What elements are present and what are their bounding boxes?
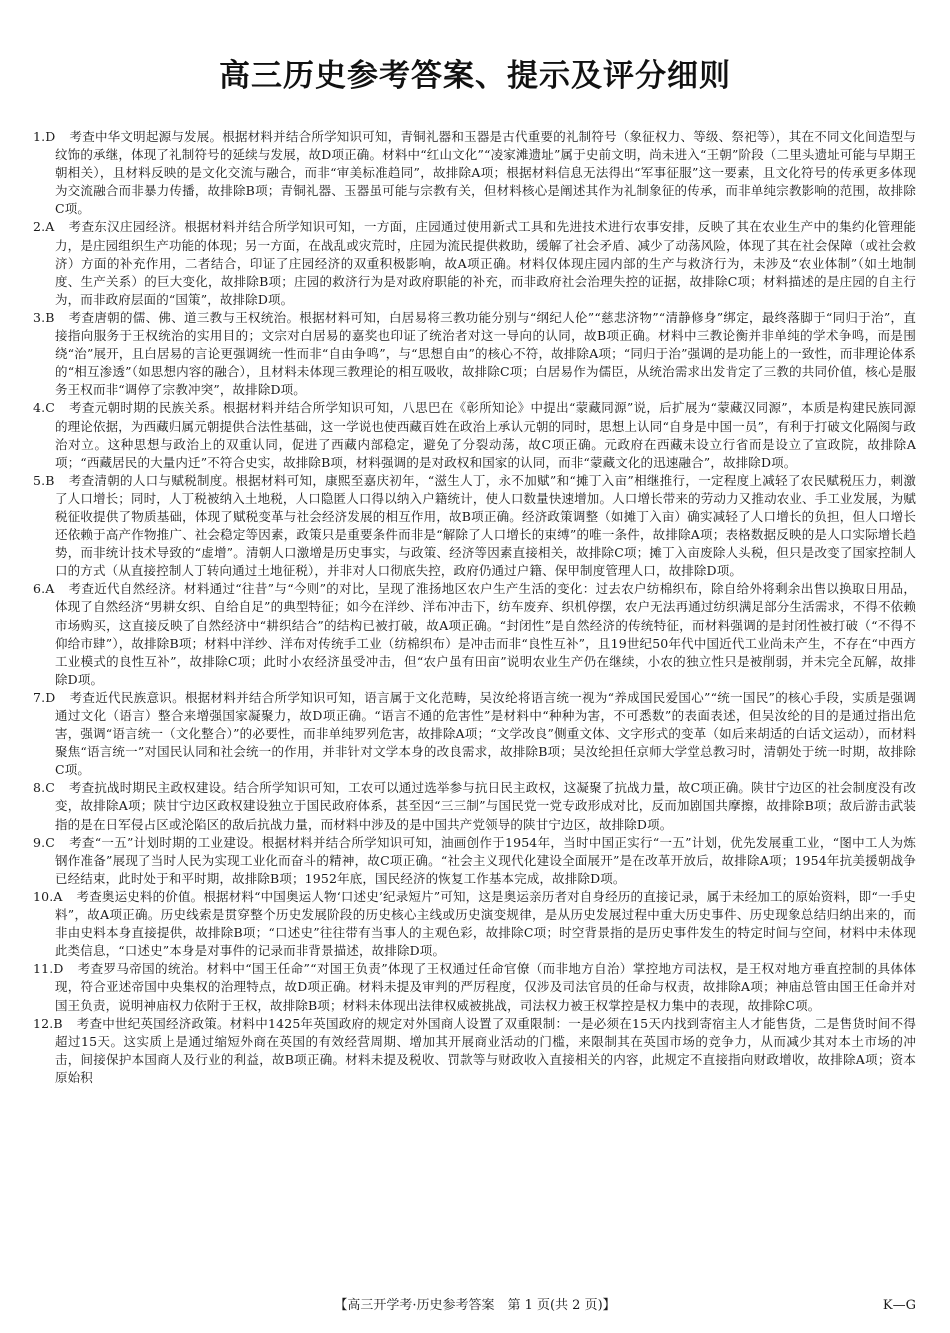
answer-item [33, 580, 916, 689]
footer-code: K—G [882, 1298, 916, 1313]
answer-item [33, 689, 916, 779]
answer-explanation: 考查抗战时期民主政权建设。结合所学知识可知，工农可以通过选举参与抗日民主政权，这凝聚了抗战力量，故C项正确。陕甘宁边区的社会制度没有改变，故排除A项；陕甘宁边区政权建设独立于国民政府体系，甚至因“三三制”与国民党一党专政形成对比，反而加剧国共摩擦，故排除B项；敌后游击武装指的是在日军侵占区或沦陷区的敌后抗战力量，而材料中涉及的是中国共产党领导的陕甘宁边区，故排除D项。 [55, 780, 916, 832]
answer-letter: B [45, 472, 55, 488]
question-number: 7. [33, 689, 46, 705]
answer-letter: C [45, 780, 55, 796]
answer-explanation: 考查中世纪英国经济政策。材料中1425年英国政府的规定对外国商人设置了双重限制：一是必须在15天内找到寄宿主人才能售货，二是售货时间不得超过15天。这实质上是通过缩短外商在英国的有效经营周期、增加其开展商业活动的门槛，来限制其在英国市场的竞争力，从而减少其对本土市场的冲击，间接保护本国商人及行业的利益，故B项正确。材料未提及税收、罚款等与财政收入直接相关的内容，此规定不直接指向财政增收，故排除A项；资本原始积 [55, 1015, 916, 1085]
answer-explanation: 考查“一五”计划时期的工业建设。根据材料并结合所学知识可知，油画创作于1954年，当时中国正实行“一五”计划，优先发展重工业，“图中工人为炼钢作准备”展现了当时人民为实现工业化而奋斗的精神，故C项正确。“社会主义现代化建设全面展开”是在改革开放后，故排除A项；1954年抗美援朝战争已经结束，此时处于和平时期，故排除B项；1952年底，国民经济的恢复工作基本完成，故排除D项。 [55, 834, 916, 886]
answer-item [33, 1015, 916, 1087]
answer-item [33, 888, 916, 960]
answer-letter: A [45, 219, 55, 235]
answer-explanation: 考查奥运史料的价值。根据材料“中国奥运人物‘口述史’纪录短片”可知，这是奥运亲历者对自身经历的直接记录，属于未经加工的原始资料，即“一手史料”，故A项正确。历史线索是贯穿整个历史发展阶段的历史核心主线或历史演变规律，是从历史发展过程中重大历史事件、历史现象总结归纳出来的，而非由史料本身直接提供，故排除B项；“口述史”往往带有当事人的主观色彩，故排除C项；时空背景指的是历史事件发生的特定时间与空间，材料中未体现此类信息，“口述史”本身是对事件的记录而非背景描述，故排除D项。 [55, 888, 916, 959]
answer-letter: D [53, 961, 64, 977]
answer-letter: D [45, 689, 56, 705]
question-number: 6. [33, 581, 46, 597]
answer-explanation: 考查东汉庄园经济。根据材料并结合所学知识可知，一方面，庄园通过使用新式工具和先进技术进行农事安排，反映了其在农业生产中的集约化管理能力，是庄园组织生产功能的体现；另一方面，在战乱或灾荒时，庄园为流民提供救助，缓解了社会矛盾、减少了动荡风险，体现了其在社会保障（或社会救济）方面的补充作用，二者结合，印证了庄园经济的双重积极影响，故A项正确。材料仅体现庄园内部的生产与救济行为，未涉及“农业体制”（如土地制度、生产关系）的巨大变化，故排除B项；庄园的救济行为是对政府职能的补充，而非政府社会治理失控的证据，故排除C项；材料描述的是庄园的自主行为，而非政府层面的“国策”，故排除D项。 [55, 219, 916, 307]
answer-item [33, 399, 916, 471]
answer-letter: D [45, 129, 56, 144]
question-number: 5. [33, 472, 46, 488]
answer-explanation: 考查近代民族意识。根据材料并结合所学知识可知，语言属于文化范畴，吴汝纶将语言统一视为“养成国民爱国心”“统一国民”的核心手段，实质是强调通过文化（语言）整合来增强国家凝聚力，故D项正确。“语言不通的危害性”是材料中“种种为害，不可悉数”的表面表述，但吴汝纶的目的是通过指出危害，强调“语言统一（文化整合）”的必要性，而非单纯罗列危害，故排除A项；“文学改良”侧重文体、文字形式的变革（如后来胡适的白话文运动），而材料聚焦“语言统一”对国民认同和社会统一的作用，并非针对文学本身的改良需求，故排除B项；吴汝纶担任京师大学堂总教习时，清朝处于统一时期，故排除C项。 [55, 689, 916, 778]
answer-item [33, 472, 916, 581]
question-number: 9. [33, 834, 46, 850]
answer-item [33, 218, 916, 308]
footer-page-info: 【高三开学考·历史参考答案 第 1 页(共 2 页)】 [334, 1298, 616, 1313]
answer-letter: A [45, 581, 55, 597]
answer-explanation: 考查罗马帝国的统治。材料中“国王任命”“对国王负责”体现了王权通过任命官僚（而非地方自治）掌控地方司法权，是王权对地方垂直控制的具体体现，符合亚述帝国中央集权的治理特点，故D项正确。材料未提及审判的严厉程度，仅涉及司法官员的任命与权责，故排除A项；神庙总管由国王任命并对国王负责，说明神庙权力依附于王权，故排除B项；材料未体现出法律权威被挑战，司法权力被王权掌控是权力集中的表现，故排除C项。 [55, 961, 916, 1013]
answer-letter: C [45, 834, 55, 850]
answer-explanation: 考查唐朝的儒、佛、道三教与王权统治。根据材料可知，白居易将三教功能分别与“纲纪人伦”“慈悲济物”“清静修身”绑定，最终落脚于“同归于治”，直接指向服务于王权统治的实用目的；文宗对白居易的嘉奖也印证了统治者对这一导向的认同，故B项正确。材料中三教论衡并非单纯的学术争鸣，而是围绕“治”展开，且白居易的言论更强调统一性而非“自由争鸣”，与“思想自由”的核心不符，故排除A项；“同归于治”强调的是功能上的一致性，而非理论体系的“相互渗透”（如思想内容的融合），且材料未体现三教理论的相互吸收，故排除C项；白居易作为儒臣，从统治需求出发肯定了三教的共同价值，核心是服务王权而非“调停了宗教冲突”，故排除D项。 [55, 309, 916, 398]
answer-explanation: 考查元朝时期的民族关系。根据材料并结合所学知识可知，八思巴在《彰所知论》中提出“蒙藏同源”说，后扩展为“蒙藏汉同源”，本质是构建民族同源的理论依据，为西藏归属元朝提供合法性基础，这一学说也使西藏百姓在政治上承认元朝的同时，思想上认同“自身是中国一员”，有利于打破文化隔阂与政治对立。这种思想与政治上的双重认同，促进了西藏内部稳定，避免了分裂动荡，故C项正确。元政府在西藏未设立行省而是设立了宣政院，故排除A项；“西藏居民的大量内迁”不符合史实，故排除B项，材料强调的是对政权和国家的认同，而非“蒙藏文化的迅速融合”，故排除D项。 [55, 400, 916, 470]
answer-explanation: 考查清朝的人口与赋税制度。根据材料可知，康熙至嘉庆初年，“滋生人丁，永不加赋”和“摊丁入亩”相继推行，一定程度上减轻了农民赋税压力，刺激了人口增长；同时，人丁税被纳入土地税，人口隐匿人口得以纳入户籍统计，使人口数量快速增加。人口增长带来的劳动力又推动农业、手工业发展，为赋税征收提供了物质基础，体现了赋税变革与社会经济发展的相互作用，故B项正确。经济政策调整（如摊丁入亩）确实减轻了人口增长的负担，但人口增长还依赖于高产作物推广、社会稳定等因素，政策只是重要条件而非是“解除了人口增长的束缚”的唯一条件，故排除A项；表格数据反映的是人口实际增长趋势，而非统计技术导致的“虚增”。清朝人口激增是历史事实，与政策、经济等因素直接相关，故排除C项；摊丁入亩废除人头税，但只是改变了国家控制人口的方式（从直接控制人丁转向通过土地征税），并非对人口彻底失控，政府仍通过户籍、保甲制度管理人口，故排除D项。 [55, 472, 916, 579]
question-number: 8. [33, 780, 46, 796]
answer-item [33, 834, 916, 888]
answer-letter: B [53, 1015, 63, 1031]
answer-explanation: 考查中华文明起源与发展。根据材料并结合所学知识可知，青铜礼器和玉器是古代重要的礼制符号（象征权力、等级、祭祀等），其在不同文化间造型与纹饰的承继，体现了礼制符号的延续与发展，故D项正确。材料中“红山文化”“凌家滩遗址”属于史前文明，尚未进入“王朝”阶段（二里头遗址可能与早期王朝相关），且材料反映的是文化交流与融合，而非“审美标准趋同”，故排除A项；根据材料信息无法得出“军事征服”这一要素，且文化符号的传承更多体现为交流融合而非暴力传播，故排除B项；青铜礼器、玉器虽可能与宗教有关，但材料核心是阐述其作为礼制象征的传承，而非单纯宗教影响的范围，故排除C项。 [55, 129, 916, 217]
answer-item [33, 960, 916, 1014]
question-number: 12. [33, 1015, 54, 1031]
answer-letter: C [45, 400, 55, 416]
answer-letter: A [53, 888, 63, 904]
answer-item [33, 309, 916, 399]
question-number: 1. [33, 129, 46, 144]
question-number: 3. [33, 309, 46, 325]
question-number: 11. [33, 961, 54, 977]
question-number: 10. [33, 888, 54, 904]
answer-item [33, 779, 916, 833]
answer-item [33, 128, 916, 218]
answer-letter: B [45, 309, 55, 325]
question-number: 2. [33, 219, 46, 235]
question-number: 4. [33, 400, 46, 416]
page-title: 高三历史参考答案、提示及评分细则 [219, 58, 731, 94]
answer-explanation: 考查近代自然经济。材料通过“往昔”与“今则”的对比，呈现了淮扬地区农户生产生活的变化：过去农户纺棉织布，除自给外将剩余出售以换取日用品，体现了自然经济“男耕女织、自给自足”的典型特征；如今在洋纱、洋布冲击下，纺车废弃、织机停摆，农户无法再通过纺织满足部分生活需求，不得不依赖市场购买，这直接反映了自然经济中“耕织结合”的结构已被打破，故A项正确。“封闭性”是自然经济的传统特征，而材料强调的是封闭性被打破（“不得不仰给市肆”），故排除B项；材料中洋纱、洋布对传统手工业（纺棉织布）是冲击而非“良性互补”，且19世纪50年代中国近代工业尚未产生，不存在“中西方工业模式的良性互补”，故排除C项；此时小农经济虽受冲击，但“农户虽有田亩”说明农业生产仍在继续，小农的独立性只是被削弱，并未完全瓦解，故排除D项。 [55, 581, 916, 687]
answer-list [33, 128, 916, 1087]
page-footer [0, 1296, 950, 1316]
